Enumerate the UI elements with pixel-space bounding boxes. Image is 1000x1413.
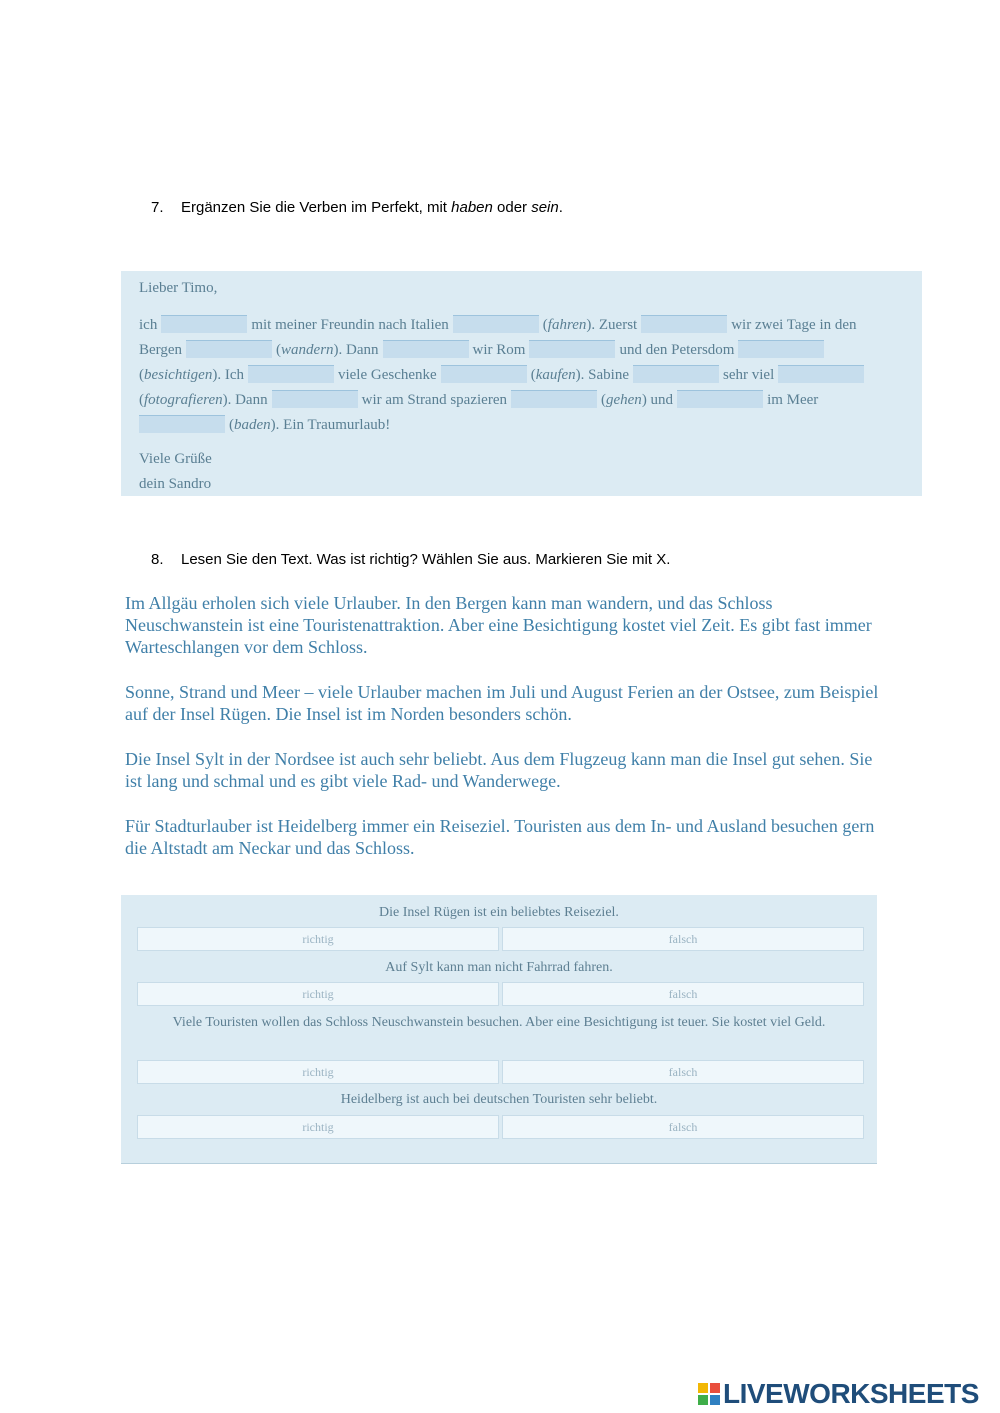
paragraph-text: Die Insel Sylt in der Nordsee ist auch sehr beliebt. Aus dem Flugzeug kann man die Insel gut sehen. Sie ist lang und schmal und es gibt viele Rad- und Wanderwege.	[125, 749, 873, 791]
instruction-text: .	[558, 199, 563, 216]
letter-text: ich	[139, 317, 158, 333]
verb-hint: baden	[234, 417, 271, 433]
logo-square	[710, 1383, 720, 1393]
letter-text: ). Dann	[333, 342, 379, 358]
answer-gap[interactable]	[186, 340, 272, 358]
verb-hint: besichtigen	[144, 367, 213, 383]
true-false-quiz	[121, 895, 877, 1164]
paragraph-text: Im Allgäu erholen sich viele Urlauber. In den Bergen kann man wandern, und das Schloss Neuschwanstein ist eine Touristenattraktion. Aber eine Besichtigung kostet viel Zeit. Es gibt fast immer Warteschlangen vor dem Schloss.	[125, 593, 872, 657]
answer-gap[interactable]	[139, 415, 225, 433]
task-7-instruction	[151, 199, 563, 216]
letter-text: ). Sabine	[575, 367, 629, 383]
option-falsch[interactable]: falsch	[502, 927, 864, 951]
task-number: 7.	[151, 199, 164, 216]
verb-hint: kaufen	[535, 367, 576, 383]
task-8-instruction	[151, 551, 670, 568]
answer-gap[interactable]	[511, 390, 597, 408]
letter-signature: dein Sandro	[139, 476, 212, 492]
letter-exercise	[121, 271, 922, 496]
letter-closing: Viele Grüße	[139, 451, 212, 467]
option-richtig[interactable]: richtig	[137, 927, 499, 951]
verb-hint: fotografieren	[144, 392, 223, 408]
option-richtig[interactable]: richtig	[137, 982, 499, 1006]
letter-line: (fotografieren). Dann wir am Strand spazieren (gehen) und im Meer	[139, 392, 819, 408]
quiz-statement: Die Insel Rügen ist ein beliebtes Reiseziel.	[379, 905, 619, 920]
answer-gap[interactable]	[272, 390, 358, 408]
letter-line: (baden). Ein Traumurlaub!	[139, 415, 390, 434]
letter-line: ich mit meiner Freundin nach Italien (fahren). Zuerst wir zwei Tage in den	[139, 317, 857, 333]
answer-gap[interactable]	[161, 315, 247, 333]
answer-gap[interactable]	[383, 340, 469, 358]
answer-gap[interactable]	[529, 340, 615, 358]
option-falsch[interactable]: falsch	[502, 982, 864, 1006]
letter-text: Bergen	[139, 342, 183, 358]
reading-paragraph	[125, 592, 885, 658]
letter-text: wir Rom	[472, 342, 526, 358]
answer-gap[interactable]	[641, 315, 727, 333]
letter-text: ). Dann	[222, 392, 268, 408]
answer-gap[interactable]	[738, 340, 824, 358]
letter-text: mit meiner Freundin nach Italien	[251, 317, 449, 333]
letter-text: viele Geschenke	[337, 367, 437, 383]
option-falsch[interactable]: falsch	[502, 1115, 864, 1139]
instruction-text: Lesen Sie den Text. Was ist richtig? Wählen Sie aus. Markieren Sie mit X.	[181, 551, 671, 568]
instruction-text: Ergänzen Sie die Verben im Perfekt, mit	[181, 199, 452, 216]
reading-paragraph	[125, 681, 885, 725]
letter-text: ). Ich	[212, 367, 244, 383]
answer-gap[interactable]	[248, 365, 334, 383]
letter-text: ). Zuerst	[586, 317, 638, 333]
answer-gap[interactable]	[441, 365, 527, 383]
answer-gap[interactable]	[677, 390, 763, 408]
logo-square	[698, 1395, 708, 1405]
option-richtig[interactable]: richtig	[137, 1060, 499, 1084]
liveworksheets-logo	[698, 1380, 979, 1408]
logo-icon	[698, 1383, 720, 1405]
task-number: 8.	[151, 551, 164, 568]
quiz-statement: Viele Touristen wollen das Schloss Neuschwanstein besuchen. Aber eine Besichtigung ist teuer. Sie kostet viel Geld.	[172, 1015, 826, 1030]
letter-greeting: Lieber Timo,	[139, 280, 218, 296]
answer-gap[interactable]	[778, 365, 864, 383]
answer-gap[interactable]	[633, 365, 719, 383]
letter-text: im Meer	[767, 392, 819, 408]
logo-text: LIVEWORKSHEETS	[723, 1378, 979, 1409]
letter-text: wir zwei Tage in den	[731, 317, 857, 333]
letter-text: ) und	[641, 392, 674, 408]
verb-hint: fahren	[547, 317, 587, 333]
quiz-statement: Heidelberg ist auch bei deutschen Touristen sehr beliebt.	[340, 1092, 658, 1107]
option-falsch[interactable]: falsch	[502, 1060, 864, 1084]
verb-hint: wandern	[281, 342, 334, 358]
reading-paragraph	[125, 748, 885, 792]
letter-text: und den Petersdom	[619, 342, 735, 358]
letter-text: ). Ein Traumurlaub!	[270, 417, 391, 433]
letter-text: wir am Strand spazieren	[361, 392, 507, 408]
logo-square	[698, 1383, 708, 1393]
verb-hint: gehen	[605, 392, 642, 408]
letter-line: Bergen (wandern). Dann wir Rom und den Petersdom	[139, 340, 828, 359]
letter-line: (besichtigen). Ich viele Geschenke (kaufen). Sabine sehr viel	[139, 365, 868, 384]
paragraph-text: Sonne, Strand und Meer – viele Urlauber machen im Juli und August Ferien an der Ostsee, zum Beispiel auf der Insel Rügen. Die Insel ist im Norden besonders schön.	[125, 682, 879, 724]
logo-square	[710, 1395, 720, 1405]
paragraph-text: Für Stadturlauber ist Heidelberg immer ein Reiseziel. Touristen aus dem In- und Ausland besuchen gern die Altstadt am Neckar und das Schloss.	[125, 816, 875, 858]
letter-text: sehr viel	[723, 367, 775, 383]
instruction-text: oder	[492, 199, 532, 216]
option-richtig[interactable]: richtig	[137, 1115, 499, 1139]
instruction-emphasis: sein	[531, 199, 559, 216]
quiz-statement: Auf Sylt kann man nicht Fahrrad fahren.	[385, 960, 613, 975]
instruction-emphasis: haben	[451, 199, 493, 216]
reading-paragraph	[125, 815, 885, 859]
answer-gap[interactable]	[453, 315, 539, 333]
